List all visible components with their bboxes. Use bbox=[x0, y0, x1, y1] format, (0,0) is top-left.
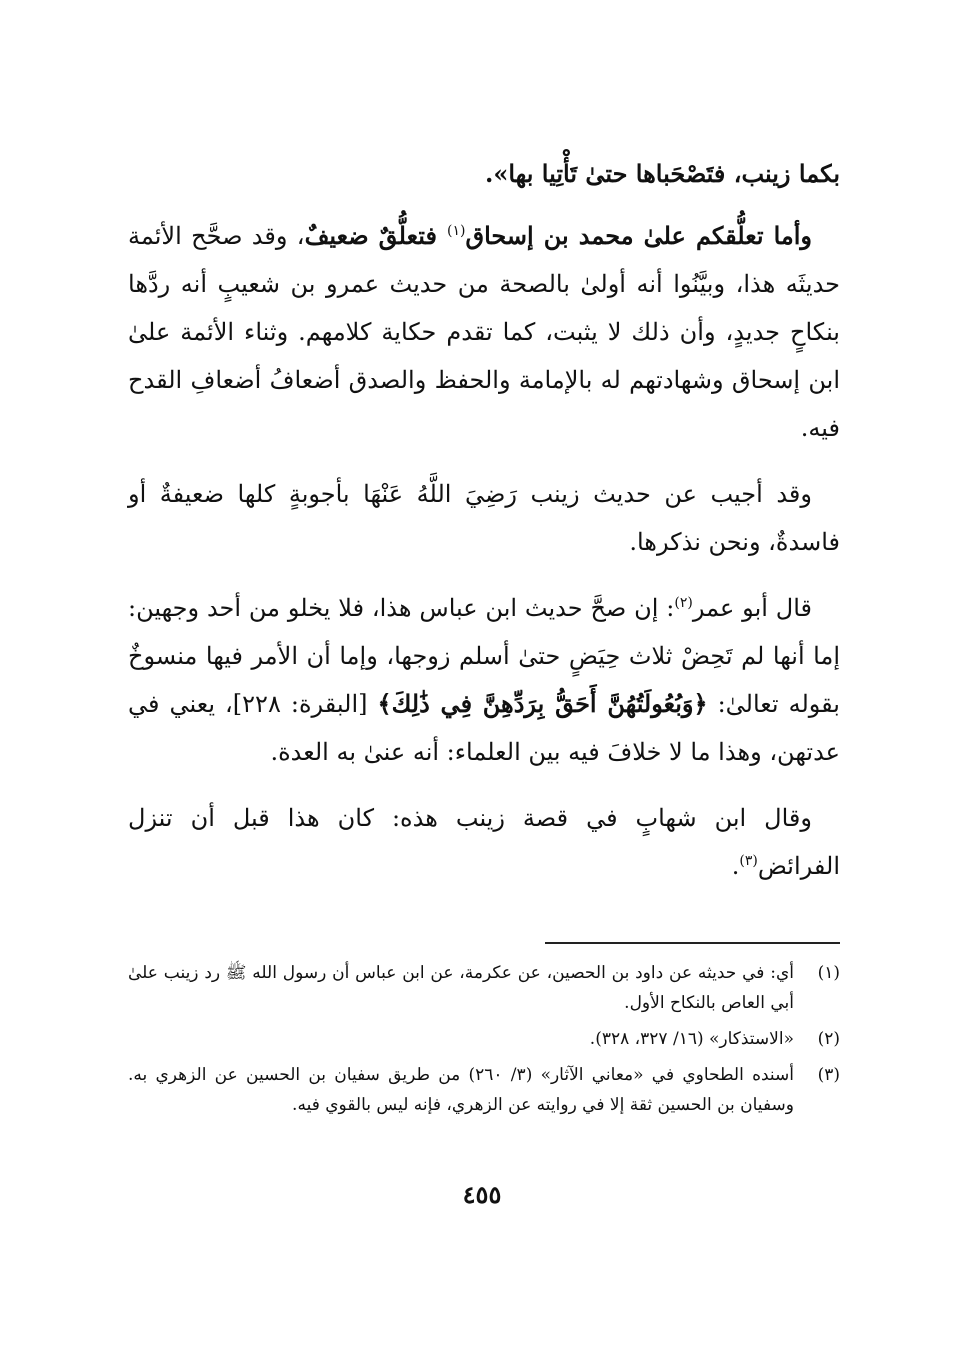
footnote-text: أي: في حديثه عن داود بن الحصين، عن عكرمة، عن ابن عباس أن رسول الله ﷺ رد زينب علىٰ أبي العاص بالنكاح الأول. bbox=[128, 963, 794, 1013]
paragraph-1 bbox=[128, 150, 840, 198]
paragraph-4 bbox=[128, 584, 840, 776]
paragraph-4-body: : إن صحَّ حديث ابن عباس هذا، فلا يخلو من أحد وجهين: إما أنها لم تَحِضْ ثلاث حِيَضٍ حتىٰ أسلم زوجها، وإما أن الأمر فيها منسوخٌ بقوله تعالىٰ: bbox=[128, 594, 840, 718]
footnote-number: (٣) bbox=[817, 1065, 841, 1085]
main-text bbox=[128, 150, 840, 908]
footnote-text: «الاستذكار» (١٦/ ٣٢٧، ٣٢٨). bbox=[589, 1029, 794, 1049]
paragraph-2-body: ، وقد صحَّح الأئمة حديثَه هذا، وبيَّنُوا أنه أولىٰ بالصحة من حديث عمرو بن شعيبٍ أنه ردَّها بنكاحٍ جديدٍ، وأن ذلك لا يثبت، كما تقدم حكاية كلامهم. وثناء الأئمة علىٰ ابن إسحاق وشهادتهم له بالإمامة والحفظ والصدق أضعافُ أضعافِ القدح فيه. bbox=[128, 222, 840, 442]
footnote-2 bbox=[128, 1024, 840, 1054]
paragraph-3 bbox=[128, 470, 840, 566]
paragraph-2 bbox=[128, 212, 840, 452]
paragraph-2-lead: وأما تعلُّقكم علىٰ محمد بن إسحاق bbox=[465, 221, 812, 250]
footnote-text: أسنده الطحاوي في «معاني الآثار» (٣/ ٢٦٠) من طريق سفيان بن الحسين عن الزهري به. وسفيان بن الحسين ثقة إلا في روايته عن الزهري، فإنه ليس بالقوي فيه. bbox=[128, 1065, 795, 1115]
footnote-3 bbox=[128, 1060, 840, 1120]
footnote-number: (١) bbox=[817, 963, 840, 983]
quran-verse: ﴿وَبُعُولَتُهُنَّ أَحَقُّ بِرَدِّهِنَّ فِي ذَٰلِكَ﴾ bbox=[377, 689, 708, 718]
paragraph-5-body: وقال ابن شهابٍ في قصة زينب هذه: كان هذا قبل أن تنزل الفرائض bbox=[128, 804, 840, 880]
footnote-separator bbox=[545, 942, 840, 944]
paragraph-4-lead: قال أبو عمر bbox=[692, 594, 812, 622]
paragraph-5-end: . bbox=[731, 852, 740, 880]
footnote-ref-3[interactable]: (٣) bbox=[739, 853, 758, 869]
paragraph-5 bbox=[128, 794, 840, 890]
footnote-ref-1[interactable]: (١) bbox=[446, 223, 466, 239]
footnote-ref-2[interactable]: (٢) bbox=[674, 595, 693, 611]
paragraph-3-body: وقد أجيب عن حديث زينب رَضِيَ اللَّهُ عَنْهَا بأجوبةٍ كلها ضعيفةٌ أو فاسدةٌ، ونحن نذكرها. bbox=[128, 480, 840, 556]
footnote-number: (٢) bbox=[817, 1029, 840, 1049]
footnote-1 bbox=[128, 958, 840, 1018]
paragraph-4-tail: [البقرة: ٢٢٨]، يعني في عدتهن، وهذا ما لا خلافَ فيه بين العلماء: أنه عنىٰ به العدة. bbox=[128, 690, 840, 766]
footnotes bbox=[128, 958, 840, 1126]
page-number: ٤٥٥ bbox=[462, 1180, 502, 1209]
hadith-ending: بكما زينب، فتَصْحَباها حتىٰ تَأْتِيا بها». bbox=[485, 159, 840, 188]
paragraph-2-bold: فتعلُّقٌ ضعيفٌ bbox=[304, 221, 447, 250]
